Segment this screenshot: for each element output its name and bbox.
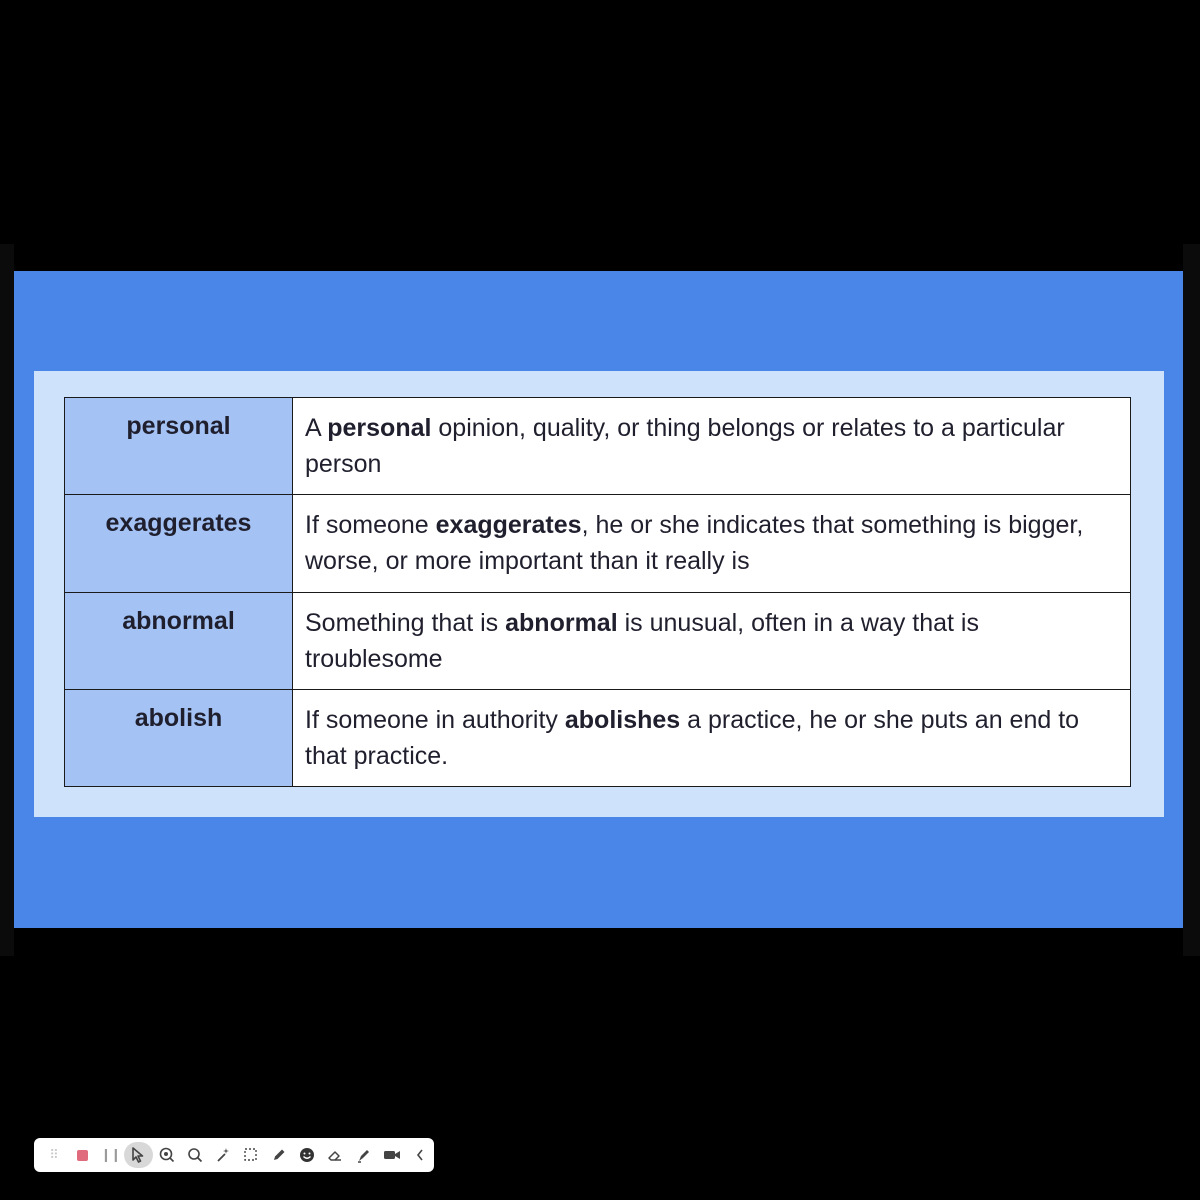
vocab-definition: If someone exaggerates, he or she indicates that something is bigger, worse, or more important than it really is bbox=[293, 495, 1131, 592]
collapse-chevron-icon[interactable] bbox=[406, 1142, 434, 1168]
slide-border-left bbox=[0, 244, 14, 956]
region-select-icon[interactable] bbox=[237, 1142, 265, 1168]
stop-record-icon[interactable] bbox=[68, 1142, 96, 1168]
vocab-term: abolish bbox=[65, 689, 293, 786]
pen-icon[interactable] bbox=[265, 1142, 293, 1168]
vocab-term: exaggerates bbox=[65, 495, 293, 592]
pause-icon[interactable]: ❙❙ bbox=[100, 1147, 121, 1163]
emoji-icon[interactable] bbox=[293, 1142, 321, 1168]
zoom-icon[interactable] bbox=[181, 1142, 209, 1168]
table-row bbox=[65, 689, 1131, 786]
table-row bbox=[65, 495, 1131, 592]
vocabulary-table bbox=[64, 397, 1131, 787]
eraser-icon[interactable] bbox=[321, 1142, 349, 1168]
table-row bbox=[65, 592, 1131, 689]
slide-border-right bbox=[1183, 244, 1200, 956]
highlighter-icon[interactable] bbox=[350, 1142, 378, 1168]
vocab-term: personal bbox=[65, 398, 293, 495]
camera-icon[interactable] bbox=[378, 1142, 406, 1168]
spotlight-icon[interactable] bbox=[153, 1142, 181, 1168]
vocab-term: abnormal bbox=[65, 592, 293, 689]
vocab-definition: A personal opinion, quality, or thing belongs or relates to a particular person bbox=[293, 398, 1131, 495]
vocab-definition: Something that is abnormal is unusual, often in a way that is troublesome bbox=[293, 592, 1131, 689]
table-row bbox=[65, 398, 1131, 495]
recording-toolbar bbox=[34, 1138, 434, 1172]
pointer-icon[interactable] bbox=[124, 1142, 152, 1168]
grip-icon[interactable]: ⠿ bbox=[49, 1147, 59, 1163]
magic-wand-icon[interactable] bbox=[209, 1142, 237, 1168]
vocab-definition: If someone in authority abolishes a practice, he or she puts an end to that practice. bbox=[293, 689, 1131, 786]
